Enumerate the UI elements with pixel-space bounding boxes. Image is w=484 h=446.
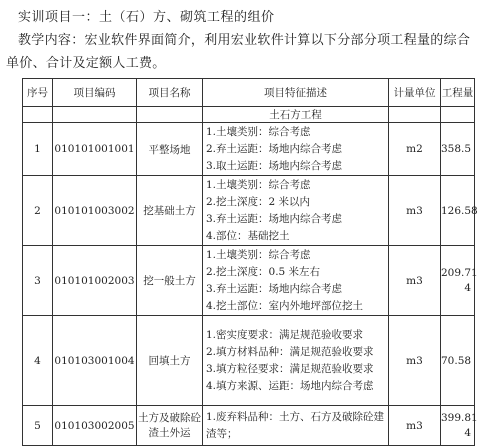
desc-line: 3.弃土运距：场地内综合考虑: [206, 212, 343, 225]
desc-line: 3.填方粒径要求：满足规范验收要求: [206, 362, 374, 375]
row-seq: 5: [23, 406, 53, 446]
desc-line: 4.填方来源、运距：场地内综合考虑: [206, 379, 374, 392]
row-code: 010101001001: [53, 123, 137, 176]
table-row: [23, 406, 475, 446]
row-name: 平整场地: [137, 123, 203, 176]
desc-line: 1.土壤类别：综合考虑: [206, 178, 311, 191]
header-name: 项目名称: [137, 79, 203, 107]
row-code: 010103002005: [53, 406, 137, 446]
desc-line: 3.取土运距：场地内综合考虑: [206, 159, 343, 172]
row-seq: 4: [23, 316, 53, 406]
desc-line: 1.废弃料品种：土方、石方及破除砼建渣等；: [206, 410, 385, 440]
desc-line: 2.弃土运距：场地内综合考虑: [206, 142, 343, 155]
desc-line: 2.挖土深度：2 米以内: [206, 195, 311, 208]
header-code: 项目编码: [53, 79, 137, 107]
row-name: 回填土方: [137, 316, 203, 406]
desc-line: 4.挖土部位：室内外地坪部位挖土: [206, 299, 364, 312]
row-code: 010101002003: [53, 246, 137, 316]
header-desc: 项目特征描述: [203, 79, 389, 107]
row-qty: 126.58: [441, 176, 475, 246]
teaching-content-paragraph: 教学内容：宏业软件界面简介，利用宏业软件计算以下分部分项工程量的综合单价、合计及定额人工费。: [6, 33, 471, 71]
row-qty: 358.5: [441, 123, 475, 176]
qty-line: 399.81: [441, 411, 478, 424]
desc-line: 1.土壤类别：综合考虑: [206, 248, 311, 261]
row-desc: [203, 406, 389, 446]
qty-line: 209.71: [441, 266, 478, 279]
table-header-row: [23, 79, 475, 107]
row-name: 挖基础土方: [137, 176, 203, 246]
page-title: 实训项目一：土（石）方、砌筑工程的组价: [18, 10, 275, 25]
header-unit: 计量单位: [389, 79, 441, 107]
row-seq: 1: [23, 123, 53, 176]
row-code: 010101003002: [53, 176, 137, 246]
row-unit: m3: [389, 406, 441, 446]
row-name: 挖一般土方: [137, 246, 203, 316]
section-row: [23, 107, 475, 123]
row-desc: [203, 176, 389, 246]
header-seq: 序号: [23, 79, 53, 107]
desc-line: 2.填方材料品种：满足规范验收要求: [206, 345, 374, 358]
desc-line: 3.弃土运距：场地内综合考虑: [206, 282, 343, 295]
row-seq: 2: [23, 176, 53, 246]
table-row: [23, 123, 475, 176]
header-qty: 工程量: [441, 79, 475, 107]
qty-line-cont: 4: [464, 426, 471, 439]
section-title: 土石方工程: [203, 107, 389, 123]
row-desc: [203, 316, 389, 406]
table-row: [23, 246, 475, 316]
row-seq: 3: [23, 246, 53, 316]
row-code: 010103001004: [53, 316, 137, 406]
desc-line: 1.土壤类别：综合考虑: [206, 125, 311, 138]
row-qty: [441, 406, 478, 446]
row-desc: [203, 123, 389, 176]
desc-line: 1.密实度要求：满足规范验收要求: [206, 328, 364, 341]
row-unit: m3: [389, 176, 441, 246]
desc-line: 4.部位：基础挖土: [206, 229, 290, 242]
table-row: [23, 316, 475, 406]
desc-line: 2.挖土深度：0.5 米左右: [206, 265, 321, 278]
row-qty: [441, 246, 478, 316]
row-name: 土方及破除砼渣土外运: [137, 406, 203, 446]
row-unit: m2: [389, 123, 441, 176]
qty-line-cont: 4: [464, 281, 471, 294]
table-row: [23, 176, 475, 246]
row-unit: m3: [389, 316, 441, 406]
row-unit: m3: [389, 246, 441, 316]
row-qty: 70.58: [441, 316, 475, 406]
bill-of-quantities-table: [22, 78, 478, 446]
row-desc: [203, 246, 389, 316]
